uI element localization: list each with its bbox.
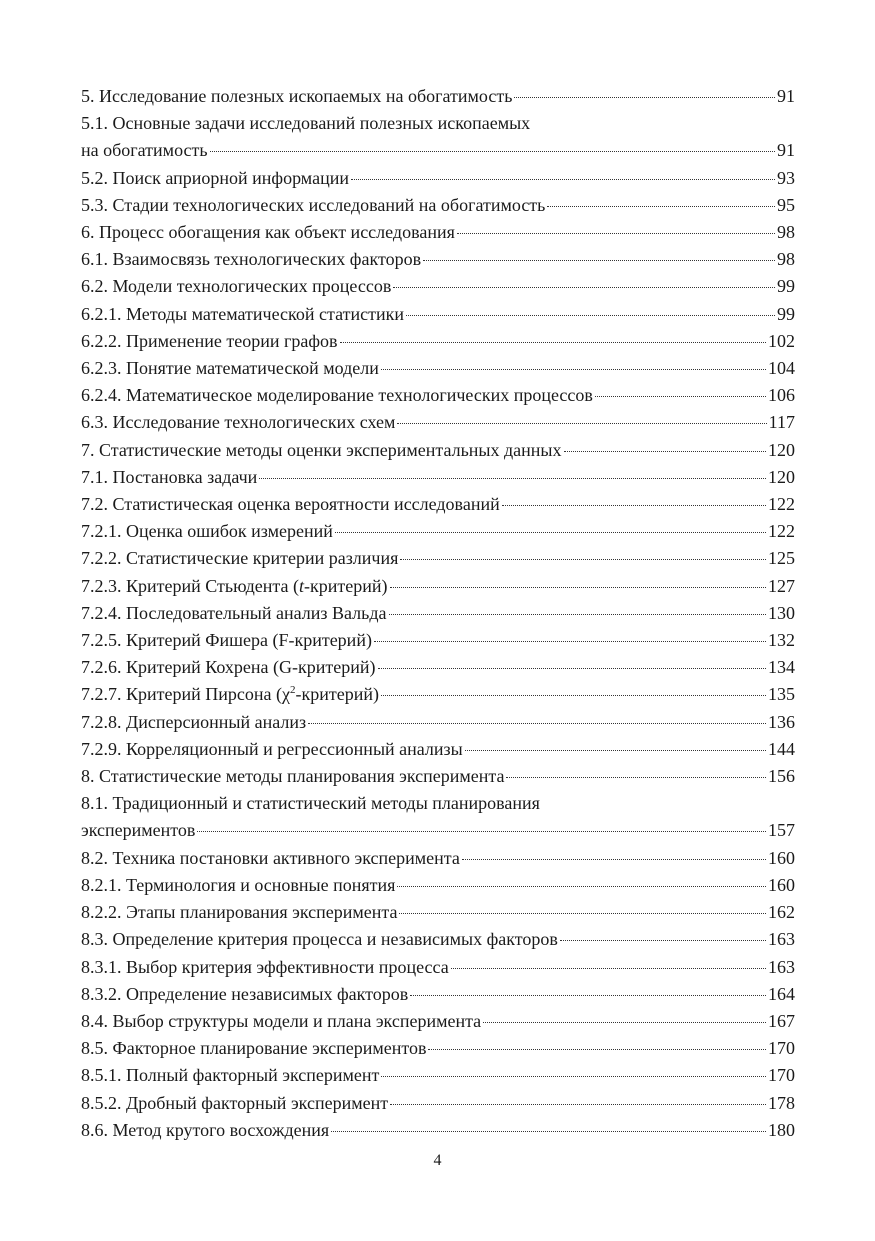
toc-entry (81, 165, 795, 192)
toc-entry-page: 160 (768, 874, 795, 895)
toc-entry-page: 167 (768, 1010, 795, 1031)
dot-leader (389, 614, 766, 615)
toc-entry (81, 382, 795, 409)
dot-leader (381, 369, 766, 370)
toc-entry-title: на обогатимость (81, 140, 208, 161)
dot-leader (335, 532, 766, 533)
toc-entry-title: 8.6. Метод крутого восхождения (81, 1119, 330, 1140)
toc-entry (81, 654, 795, 681)
toc-entry-title: 7.2.5. Критерий Фишера (F-критерий) (81, 630, 372, 651)
dot-leader (393, 287, 775, 288)
toc-entry-title: 7.2.4. Последовательный анализ Вальда (81, 602, 387, 623)
toc-entry-page: 156 (768, 766, 795, 787)
toc-entry (81, 600, 795, 627)
toc-entry (81, 437, 795, 464)
dot-leader (259, 478, 766, 479)
toc-entry-title: 6.2.4. Математическое моделирование технологических процессов (81, 385, 593, 406)
toc-entry (81, 1090, 795, 1117)
dot-leader (428, 1049, 766, 1050)
dot-leader (451, 968, 766, 969)
toc-entry (81, 545, 795, 572)
dot-leader (465, 750, 766, 751)
dot-leader (351, 179, 775, 180)
table-of-contents (81, 83, 795, 1144)
toc-entry-title: 8.2.1. Терминология и основные понятия (81, 874, 396, 895)
toc-entry-title: 7.2.1. Оценка ошибок измерений (81, 521, 333, 542)
toc-entry (81, 790, 795, 844)
toc-entry (81, 736, 795, 763)
toc-entry-page: 170 (768, 1065, 795, 1086)
toc-entry-title: экспериментов (81, 820, 196, 841)
toc-entry-page: 91 (777, 86, 795, 106)
toc-entry-title: 7.2. Статистическая оценка вероятности исследований (81, 494, 500, 515)
toc-entry-page: 98 (777, 249, 795, 270)
toc-entry (81, 573, 795, 600)
toc-entry (81, 464, 795, 491)
toc-entry-title: 8.4. Выбор структуры модели и плана эксперимента (81, 1010, 482, 1031)
dot-leader (397, 423, 766, 424)
toc-entry-page: 99 (777, 276, 795, 297)
toc-entry-title: 7.2.7. Критерий Пирсона $(\chi^2-критерий)$ (81, 684, 379, 705)
toc-entry-title: 8.3. Определение критерия процесса и независимых факторов (81, 929, 558, 950)
toc-entry-page: 178 (768, 1092, 795, 1113)
toc-entry-page: 120 (768, 439, 795, 460)
dot-leader (390, 1104, 766, 1105)
toc-entry-title: 5.3. Стадии технологических исследований на обогатимость (81, 194, 546, 215)
toc-entry-title: 6.3. Исследование технологических схем (81, 412, 396, 433)
dot-leader (331, 1131, 766, 1132)
toc-entry-page: 120 (768, 466, 795, 487)
toc-entry-title: 7. Статистические методы оценки экспериментальных данных (81, 439, 562, 460)
toc-entry-page: 134 (768, 657, 795, 678)
toc-entry-page: 130 (768, 602, 795, 623)
toc-entry (81, 110, 795, 164)
toc-entry-page: 102 (768, 330, 795, 351)
toc-entry-title: 8.5.1. Полный факторный эксперимент (81, 1065, 380, 1086)
dot-leader (423, 260, 775, 261)
toc-entry-title: 7.2.8. Дисперсионный анализ (81, 711, 307, 732)
dot-leader (381, 1076, 766, 1077)
dot-leader (564, 451, 766, 452)
toc-entry-page: 106 (768, 385, 795, 406)
toc-entry-page: 117 (768, 412, 795, 433)
toc-entry-page: 104 (768, 358, 795, 379)
toc-entry-title: 5. Исследование полезных ископаемых на обогатимость (81, 86, 513, 106)
toc-entry (81, 763, 795, 790)
dot-leader (390, 587, 766, 588)
dot-leader (547, 206, 775, 207)
dot-leader (378, 668, 766, 669)
dot-leader (406, 315, 775, 316)
toc-entry (81, 83, 795, 110)
toc-entry-title: 7.1. Постановка задачи (81, 466, 258, 487)
toc-entry-title: 8.5.2. Дробный факторный эксперимент (81, 1092, 389, 1113)
dot-leader (560, 940, 766, 941)
toc-entry-page: 144 (768, 738, 795, 759)
dot-leader (457, 233, 775, 234)
toc-entry (81, 1117, 795, 1144)
toc-entry (81, 872, 795, 899)
toc-entry-page: 125 (768, 548, 795, 569)
dot-leader (210, 151, 775, 152)
toc-entry (81, 926, 795, 953)
dot-leader (514, 97, 775, 98)
dot-leader (502, 505, 766, 506)
toc-entry-page: 160 (768, 847, 795, 868)
dot-leader (197, 831, 766, 832)
toc-entry-title: 8.3.1. Выбор критерия эффективности процесса (81, 956, 449, 977)
dot-leader (397, 886, 766, 887)
toc-entry-page: 127 (768, 575, 795, 596)
toc-entry-page: 170 (768, 1038, 795, 1059)
toc-entry (81, 1062, 795, 1089)
toc-entry (81, 981, 795, 1008)
page-number: 4 (433, 1152, 442, 1169)
dot-leader (462, 859, 766, 860)
toc-entry (81, 681, 795, 708)
toc-entry-page: 122 (768, 521, 795, 542)
toc-entry-page: 164 (768, 983, 795, 1004)
toc-entry-page: 162 (768, 902, 795, 923)
toc-entry-title-line1: 8.1. Традиционный и статистический методы планирования (81, 793, 540, 814)
toc-entry-page: 136 (768, 711, 795, 732)
toc-entry-page: 132 (768, 630, 795, 651)
toc-entry (81, 518, 795, 545)
toc-entry (81, 328, 795, 355)
toc-entry-title: 6.1. Взаимосвязь технологических факторов (81, 249, 422, 270)
toc-entry (81, 192, 795, 219)
toc-entry-title: 7.2.2. Статистические критерии различия (81, 548, 399, 569)
toc-entry-title: 5.2. Поиск априорной информации (81, 167, 349, 188)
dot-leader (400, 559, 766, 560)
dot-leader (410, 995, 766, 996)
toc-entry-title: 7.2.3. Критерий Стьюдента (t-критерий) (81, 575, 388, 596)
toc-entry-page: 135 (768, 684, 795, 705)
toc-entry (81, 954, 795, 981)
toc-entry (81, 301, 795, 328)
toc-entry-page: 163 (768, 929, 795, 950)
toc-entry-title: 6.2. Модели технологических процессов (81, 276, 392, 297)
toc-entry-title: 8.3.2. Определение независимых факторов (81, 983, 409, 1004)
toc-entry (81, 899, 795, 926)
toc-entry-title: 6.2.2. Применение теории графов (81, 330, 338, 351)
toc-entry-page: 91 (777, 140, 795, 161)
toc-entry-page: 163 (768, 956, 795, 977)
dot-leader (483, 1022, 766, 1023)
toc-entry (81, 845, 795, 872)
toc-entry (81, 219, 795, 246)
toc-entry-title: 8.2. Техника постановки активного эксперимента (81, 847, 460, 868)
toc-entry-page: 99 (777, 303, 795, 324)
toc-entry-title: 7.2.9. Корреляционный и регрессионный анализы (81, 738, 463, 759)
toc-entry-page: 122 (768, 494, 795, 515)
toc-entry (81, 1035, 795, 1062)
toc-entry (81, 246, 795, 273)
dot-leader (374, 641, 766, 642)
toc-entry-title: 8.5. Факторное планирование экспериментов (81, 1038, 427, 1059)
toc-entry-title: 6. Процесс обогащения как объект исследования (81, 222, 455, 243)
dot-leader (308, 723, 766, 724)
toc-entry (81, 491, 795, 518)
toc-entry-page: 95 (777, 194, 795, 215)
toc-entry (81, 1008, 795, 1035)
toc-entry-page: 98 (777, 222, 795, 243)
dot-leader (399, 913, 766, 914)
toc-entry-title: 7.2.6. Критерий Кохрена (G-критерий) (81, 657, 376, 678)
toc-entry-page: 93 (777, 167, 795, 188)
toc-entry (81, 409, 795, 436)
dot-leader (595, 396, 766, 397)
toc-entry-page: 180 (768, 1119, 795, 1140)
toc-entry-title: 6.2.1. Методы математической статистики (81, 303, 404, 324)
dot-leader (381, 695, 766, 696)
toc-entry-title-line1: 5.1. Основные задачи исследований полезных ископаемых (81, 113, 531, 134)
dot-leader (340, 342, 766, 343)
toc-entry-title: 6.2.3. Понятие математической модели (81, 358, 379, 379)
toc-entry (81, 627, 795, 654)
toc-entry (81, 355, 795, 382)
toc-entry-title: 8.2.2. Этапы планирования эксперимента (81, 902, 398, 923)
toc-entry-page: 157 (768, 820, 795, 841)
dot-leader (506, 777, 766, 778)
toc-entry-title: 8. Статистические методы планирования эксперимента (81, 766, 505, 787)
toc-entry (81, 273, 795, 300)
toc-entry (81, 709, 795, 736)
